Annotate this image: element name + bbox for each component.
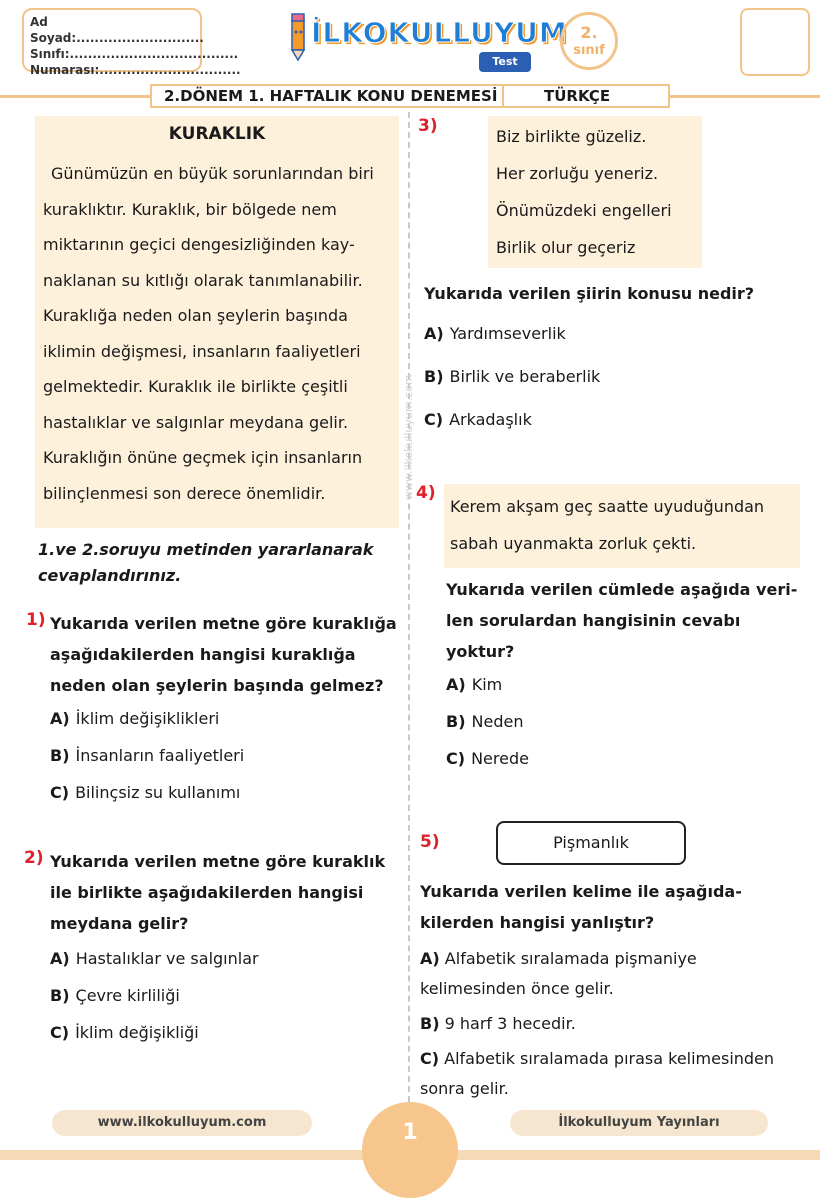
- question-4-options: [446, 666, 529, 777]
- instruction-text: 1.ve 2.soruyu metinden yararlanarak cevaplandırınız.: [38, 540, 374, 585]
- question-1-option-a[interactable]: A) İklim değişiklikleri: [50, 709, 220, 728]
- question-5-number: 5): [420, 832, 440, 852]
- question-3-option-a[interactable]: A) Yardımseverlik: [424, 324, 566, 343]
- question-4-number: 4): [416, 483, 436, 503]
- passage-title: KURAKLIK: [168, 124, 266, 144]
- question-3-options: [424, 315, 600, 444]
- question-1-option-c[interactable]: C) Bilinçsiz su kullanımı: [50, 783, 241, 802]
- question-2-text: Yukarıda verilen metne göre kuraklık ile birlikte aşağıdakilerden hangisi meydana gelir?: [50, 852, 386, 933]
- question-4-option-c[interactable]: C) Nerede: [446, 749, 529, 768]
- question-3-option-c[interactable]: C) Arkadaşlık: [424, 410, 532, 429]
- question-5-option-b[interactable]: B) 9 harf 3 hecedir.: [420, 1014, 576, 1033]
- title-separator: [502, 86, 504, 106]
- question-5-option-a[interactable]: A) Alfabetik sıralamada pişmaniye kelimesinden önce gelir.: [420, 949, 697, 998]
- footer-website[interactable]: www.ilkokulluyum.com: [52, 1110, 312, 1136]
- question-5-text: Yukarıda verilen kelime ile aşağıda-kilerden hangisi yanlıştır?: [420, 882, 742, 932]
- brand-logo: [285, 6, 568, 76]
- test-badge: Test: [479, 52, 531, 72]
- question-4-option-b[interactable]: B) Neden: [446, 712, 524, 731]
- poem-line: Önümüzdeki engelleri: [496, 201, 672, 220]
- question-2-option-c[interactable]: C) İklim değişikliği: [50, 1023, 199, 1042]
- question-2-options: [50, 940, 259, 1051]
- page-number-badge: [362, 1102, 458, 1198]
- question-1-options: [50, 700, 244, 811]
- student-info-box: [22, 8, 241, 77]
- question-1-option-b[interactable]: B) İnsanların faaliyetleri: [50, 746, 245, 765]
- footer-publisher: İlkokulluyum Yayınları: [510, 1110, 768, 1136]
- sentence-box: Kerem akşam geç saatte uyuduğundan sabah uyanmakta zorluk çekti.: [444, 484, 800, 568]
- word-box: Pişmanlık: [496, 821, 686, 865]
- student-class-line: Sınıfı:.....................................: [30, 47, 239, 61]
- question-5-option-c[interactable]: C) Alfabetik sıralamada pırasa kelimesinden sonra gelir.: [420, 1049, 775, 1098]
- student-name-line: Ad Soyad:............................: [30, 15, 204, 45]
- column-divider: [408, 112, 410, 1102]
- question-2-number: 2): [24, 848, 44, 868]
- score-box: [740, 8, 810, 76]
- exam-title: 2.DÖNEM 1. HAFTALIK KONU DENEMESİ: [164, 87, 498, 105]
- question-1-text: Yukarıda verilen metne göre kuraklığa aşağıdakilerden hangisi kuraklığa neden olan şeylerin başında gelmez?: [50, 614, 397, 695]
- student-number-line: Numarası:...............................: [30, 63, 241, 77]
- passage-text: Günümüzün en büyük sorunlarından biri kuraklıktır. Kuraklık, bir bölgede nem miktarının geçici dengesizliğinden kay-naklanan su kıtlığı olarak tanımlanabilir. Kuraklığa neden olan şeylerin başında iklimin değişmesi, insanların faaliyetleri gelmektedir. Kuraklık ile birlikte çeşitli hastalıklar ve salgınlar meydana gelir. Kuraklığın önüne geçmek için insanların bilinçlenmesi son derece önemlidir.: [43, 164, 374, 503]
- question-4-text: Yukarıda verilen cümlede aşağıda veri-len sorulardan hangisinin cevabı yoktur?: [446, 580, 798, 661]
- page-number: 1: [402, 1120, 418, 1145]
- poem-box: [488, 116, 702, 268]
- reading-passage: [35, 116, 399, 528]
- pencil-icon: [285, 10, 311, 62]
- question-4-option-a[interactable]: A) Kim: [446, 675, 503, 694]
- logo-text: İLKOKULLUYUM: [311, 16, 568, 49]
- grade-badge: [560, 12, 618, 70]
- poem-line: Her zorluğu yeneriz.: [496, 164, 659, 183]
- question-3-text: Yukarıda verilen şiirin konusu nedir?: [424, 284, 755, 303]
- exam-title-bar: [150, 84, 670, 108]
- question-2-option-b[interactable]: B) Çevre kirliliği: [50, 986, 180, 1005]
- subject-label: TÜRKÇE: [544, 87, 611, 105]
- question-5-options: [420, 944, 804, 1104]
- question-3-number: 3): [418, 116, 438, 136]
- grade-number: 2.: [580, 23, 598, 42]
- poem-line: Birlik olur geçeriz: [496, 238, 636, 257]
- question-2-option-a[interactable]: A) Hastalıklar ve salgınlar: [50, 949, 259, 968]
- question-3-option-b[interactable]: B) Birlik ve beraberlik: [424, 367, 601, 386]
- question-1-number: 1): [26, 610, 46, 630]
- watermark: www.ilkokulluyum.com: [402, 374, 415, 500]
- grade-label: sınıf: [573, 43, 605, 58]
- poem-line: Biz birlikte güzeliz.: [496, 127, 647, 146]
